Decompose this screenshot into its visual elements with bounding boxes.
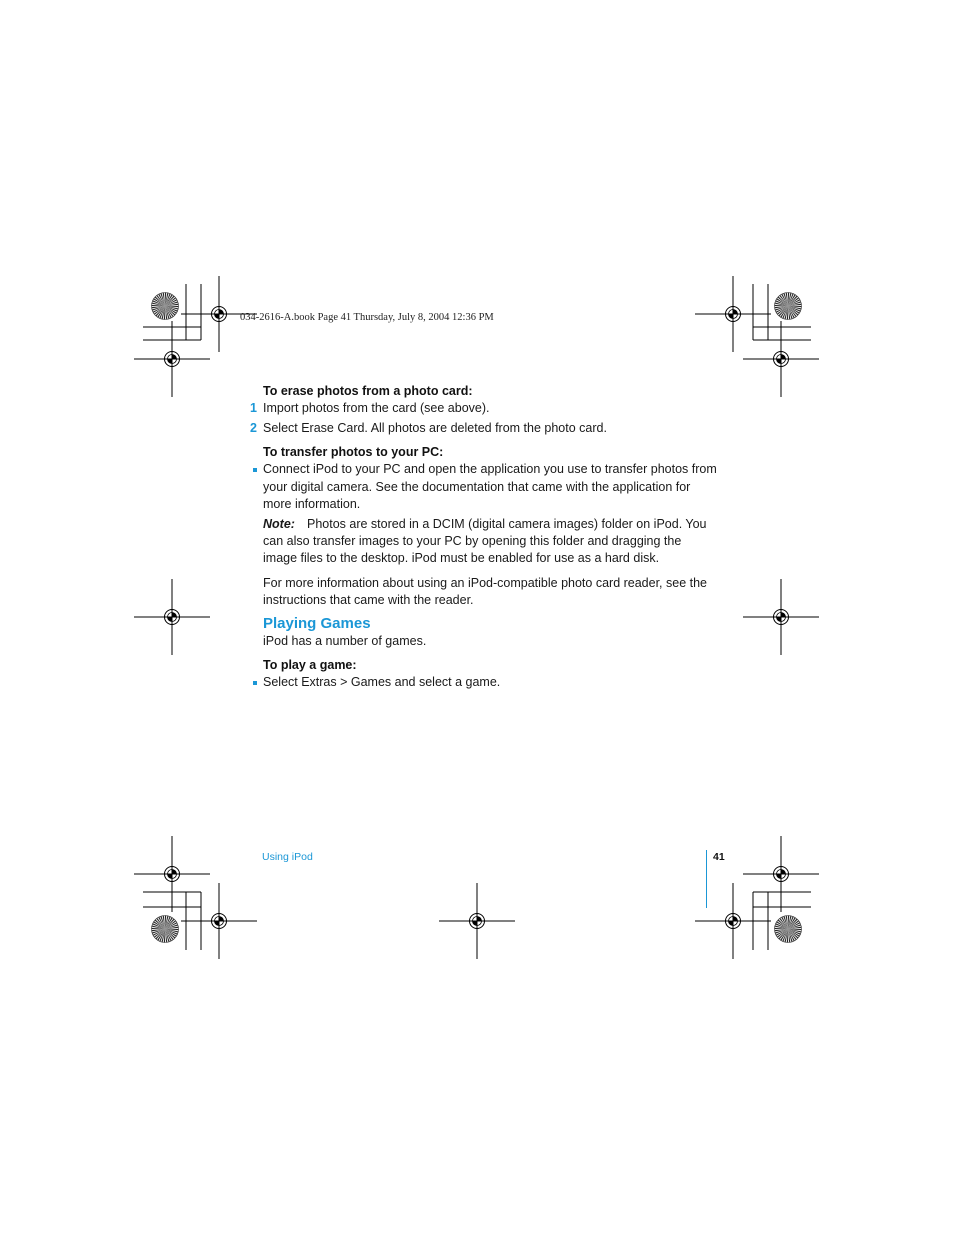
crop-marks — [143, 284, 811, 950]
registration-mark-icon — [134, 579, 210, 655]
star-target-icon — [152, 293, 179, 320]
note-label: Note: — [263, 517, 295, 531]
registration-mark-icon — [743, 579, 819, 655]
step-number: 2 — [250, 421, 257, 435]
registration-mark-icon — [181, 883, 257, 959]
registration-mark-icon — [134, 321, 210, 397]
star-target-icon — [775, 293, 802, 320]
page-number: 41 — [713, 851, 725, 863]
print-slug: 034-2616-A.book Page 41 Thursday, July 8, 2004 12:36 PM — [240, 312, 494, 323]
note-line: can also transfer images to your PC by opening this folder and dragging the — [263, 534, 682, 548]
star-target-icon — [152, 916, 179, 943]
more-info-line: For more information about using an iPod-compatible photo card reader, see the — [263, 576, 708, 590]
registration-mark-icon — [743, 836, 819, 912]
games-heading: To play a game: — [263, 658, 357, 672]
erase-heading: To erase photos from a photo card: — [263, 384, 473, 398]
bullet-icon — [253, 468, 257, 472]
color-star-targets — [152, 293, 802, 943]
transfer-heading: To transfer photos to your PC: — [263, 445, 444, 459]
bullet-line: Connect iPod to your PC and open the application you use to transfer photos from — [263, 462, 717, 476]
bullet-icon — [253, 681, 257, 685]
registration-mark-icon — [134, 836, 210, 912]
footer-rule — [706, 850, 707, 908]
registration-mark-icon — [743, 321, 819, 397]
section-title: Playing Games — [263, 615, 371, 632]
note-line: image files to the desktop. iPod must be enabled for use as a hard disk. — [263, 551, 660, 565]
bullet-line: your digital camera. See the documentation that came with the application for — [263, 480, 691, 494]
footer-section-name: Using iPod — [262, 851, 313, 863]
step-number: 1 — [250, 401, 257, 415]
bullet-line: Select Extras > Games and select a game. — [263, 675, 501, 689]
more-info-line: instructions that came with the reader. — [263, 593, 474, 607]
bullet-line: more information. — [263, 497, 361, 511]
step-text: Select Erase Card. All photos are deleted from the photo card. — [263, 421, 607, 435]
note-line: Photos are stored in a DCIM (digital camera images) folder on iPod. You — [307, 517, 707, 531]
step-text: Import photos from the card (see above). — [263, 401, 490, 415]
games-intro: iPod has a number of games. — [263, 634, 427, 648]
registration-mark-icon — [439, 883, 515, 959]
registration-mark-icon — [695, 276, 771, 352]
star-target-icon — [775, 916, 802, 943]
